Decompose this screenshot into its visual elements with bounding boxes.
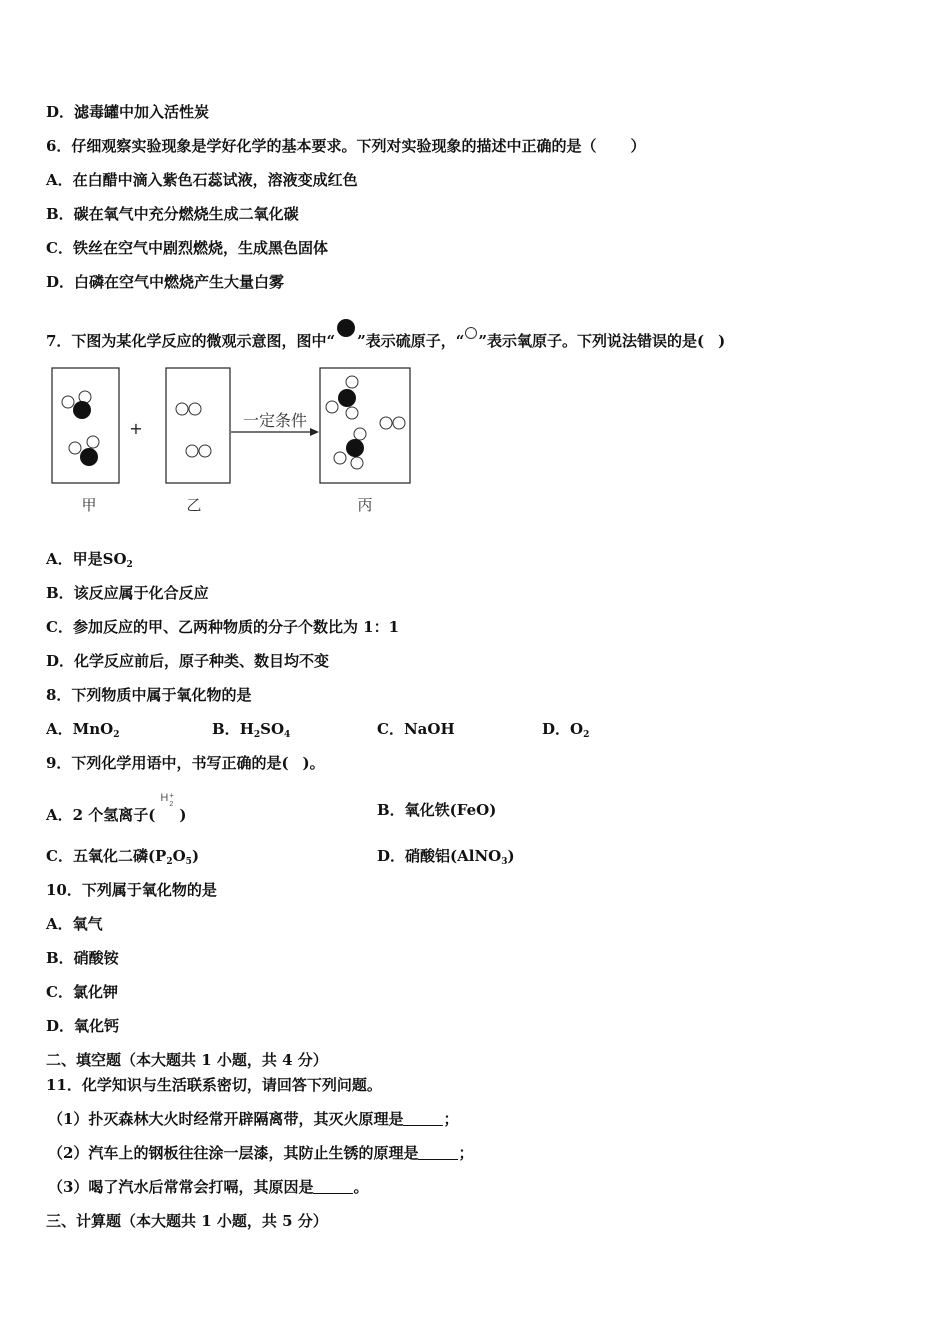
q6-stem-end: ）	[630, 137, 646, 155]
o2-molecule-2	[186, 445, 211, 457]
q9-stem-end: )。	[302, 754, 325, 772]
so2-molecule-1	[62, 391, 91, 419]
answer-blank-3[interactable]	[313, 1179, 353, 1194]
q7-stem-part4: )	[718, 332, 726, 350]
q7-stem-part1: 7．下图为某化学反应的微观示意图，图中“	[46, 332, 336, 350]
q11-part1-end: ；	[443, 1110, 459, 1128]
q10-option-a: A．氧气	[46, 915, 103, 933]
q11-part3	[48, 1177, 368, 1197]
q11-part2	[48, 1143, 473, 1163]
q8-b-formula1: H	[239, 720, 254, 738]
label-yi: 乙	[186, 496, 202, 514]
q10-option-c: C．氯化钾	[46, 983, 118, 1001]
q7-option-a	[46, 549, 133, 575]
oxygen-atom-icon	[464, 326, 478, 340]
q6-option-a: A．在白醋中滴入紫色石蕊试液，溶液变成红色	[46, 171, 358, 189]
q10-stem: 10．下列属于氧化物的是	[46, 881, 217, 899]
q6-stem	[46, 136, 645, 156]
so2-molecule-2	[69, 436, 99, 466]
q9-stem	[46, 753, 325, 773]
reaction-condition: 一定条件	[242, 411, 308, 430]
label-jia: 甲	[81, 496, 97, 514]
arrow-head-icon	[310, 428, 319, 436]
reaction-diagram	[46, 362, 426, 522]
q9-option-a	[46, 791, 187, 825]
label-bing: 丙	[357, 496, 373, 514]
q10-option-b: B．硝酸铵	[46, 949, 119, 967]
so3-molecule-2	[334, 428, 366, 469]
so3-molecule-1	[326, 376, 358, 419]
box-yi	[166, 368, 230, 483]
q9-a-ion-sub: 2	[169, 801, 174, 808]
q11-part2-end: ；	[458, 1144, 474, 1162]
q6-option-d: D．白磷在空气中燃烧产生大量白雾	[46, 273, 285, 291]
q8-option-a	[46, 719, 119, 745]
q8-option-c	[377, 719, 455, 739]
q11-part3-text: （3）喝了汽水后常常会打嗝，其原因是	[48, 1178, 314, 1196]
q11-part2-text: （2）汽车上的钢板往往涂一层漆，其防止生锈的原理是	[48, 1144, 419, 1162]
q8-b-sub1: 2	[253, 730, 261, 740]
o2-molecule-leftover	[380, 417, 405, 429]
q9-d-text2: )	[507, 847, 515, 865]
answer-blank-2[interactable]	[418, 1145, 458, 1160]
q7-stem-part2: ”表示硫原子，“	[357, 332, 465, 350]
q7-option-c: C．参加反应的甲、乙两种物质的分子个数比为 1：1	[46, 618, 400, 636]
q8-a-sub: 2	[113, 730, 120, 740]
q7-option-a-text: A．甲是	[46, 550, 103, 568]
q9-c-text3: )	[191, 847, 200, 865]
q7-option-a-formula: SO	[102, 550, 127, 568]
q8-b-label: B．	[212, 720, 240, 738]
o2-molecule-1	[176, 403, 201, 415]
q9-c-text2: O	[172, 847, 186, 865]
q9-c-text1: C．五氧化二磷(P	[46, 847, 167, 865]
q8-stem: 8．下列物质中属于氧化物的是	[46, 686, 252, 704]
q8-d-label: D．	[542, 720, 571, 738]
hydrogen-ion-formula	[155, 791, 179, 820]
q9-option-b: B．氧化铁(FeO)	[377, 801, 497, 819]
q9-d-sub: 3	[501, 857, 508, 867]
q11-stem: 11．化学知识与生活联系密切，请回答下列问题。	[46, 1076, 382, 1094]
section-2-title: 二、填空题（本大题共 1 小题，共 4 分）	[46, 1051, 328, 1069]
sulfur-atom-icon	[335, 318, 357, 340]
q6-stem-text: 6．仔细观察实验现象是学好化学的基本要求。下列对实验现象的描述中正确的是（	[46, 137, 597, 155]
q11-part3-end: 。	[353, 1178, 369, 1196]
q9-c-sub2: 5	[185, 857, 192, 867]
q9-option-d	[377, 846, 515, 872]
plus-sign: +	[129, 419, 143, 438]
q6-option-b: B．碳在氧气中充分燃烧生成二氧化碳	[46, 205, 299, 223]
q9-a-ion-charge: +	[169, 791, 175, 800]
q11-part1-text: （1）扑灭森林大火时经常开辟隔离带，其灭火原理是	[48, 1110, 404, 1128]
q9-c-sub1: 2	[166, 857, 173, 867]
q10-option-d: D．氧化钙	[46, 1017, 120, 1035]
q7-stem-part3: ”表示氧原子。下列说法错误的是(	[478, 332, 705, 350]
q8-c-label: C．	[377, 720, 404, 738]
q5-option-d: D．滤毒罐中加入活性炭	[46, 103, 210, 121]
answer-blank-1[interactable]	[403, 1111, 443, 1126]
q8-c-formula: NaOH	[403, 720, 455, 738]
q7-option-a-sub: 2	[126, 560, 133, 570]
q8-d-formula: O	[570, 720, 584, 738]
q6-option-c: C．铁丝在空气中剧烈燃烧，生成黑色固体	[46, 239, 328, 257]
q9-a-ion: H	[160, 792, 169, 804]
q9-a-end: )	[179, 806, 187, 824]
q9-d-text1: D．硝酸铝(AlNO	[377, 847, 502, 865]
section-3-title: 三、计算题（本大题共 1 小题，共 5 分）	[46, 1212, 328, 1230]
q9-stem-text: 9．下列化学用语中，书写正确的是(	[46, 754, 289, 772]
q9-option-c	[46, 846, 199, 872]
q11-part1	[48, 1109, 458, 1129]
q8-option-b	[212, 719, 290, 745]
q7-option-b: B．该反应属于化合反应	[46, 584, 209, 602]
q8-a-formula: MnO	[72, 720, 114, 738]
q8-a-label: A．	[46, 720, 73, 738]
q8-b-formula2: SO	[260, 720, 285, 738]
box-jia	[52, 368, 119, 483]
q8-option-d	[542, 719, 589, 745]
q7-stem	[46, 318, 725, 351]
q8-d-sub: 2	[583, 730, 590, 740]
q7-option-d: D．化学反应前后，原子种类、数目均不变	[46, 652, 330, 670]
q8-b-sub2: 4	[284, 730, 291, 740]
q9-a-text: A．2 个氢离子(	[46, 806, 156, 824]
